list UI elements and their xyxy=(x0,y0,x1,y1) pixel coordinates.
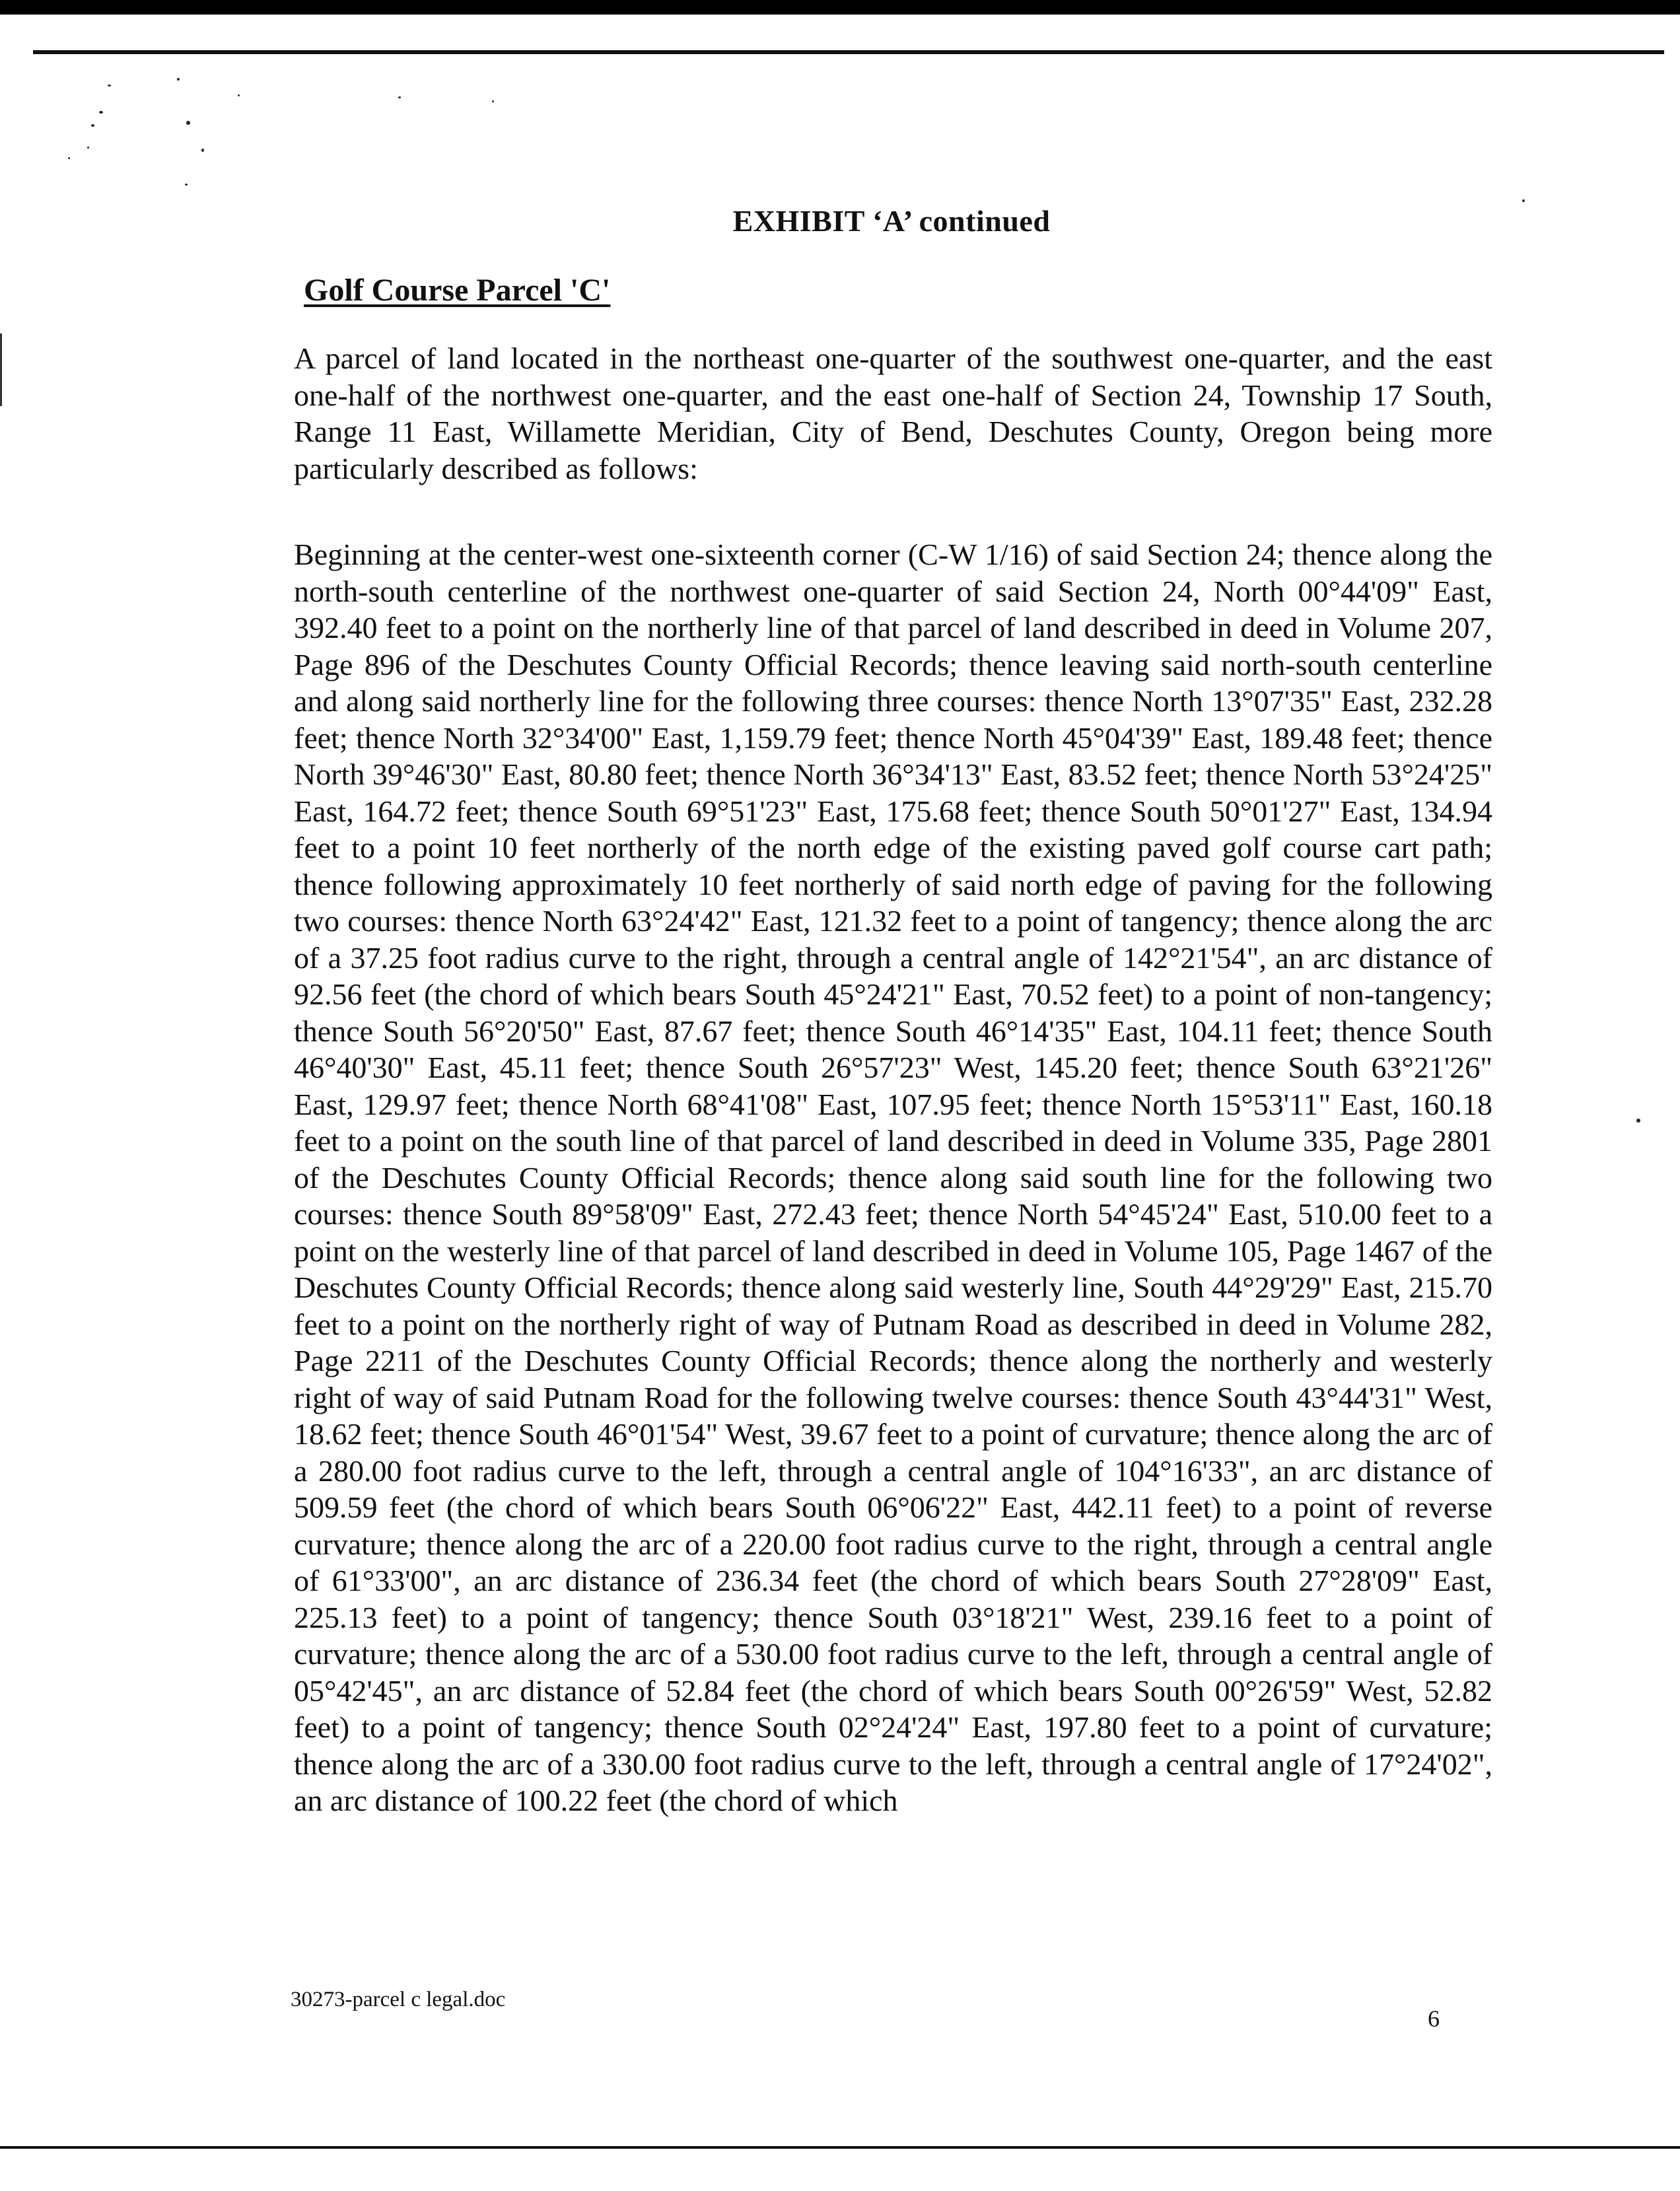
footer-filename: 30273-parcel c legal.doc xyxy=(291,1988,506,2011)
scan-top-border xyxy=(0,0,1680,15)
exhibit-title: EXHIBIT ‘A’ continued xyxy=(732,204,1051,238)
intro-paragraph: A parcel of land located in the northeast one-quarter of the southwest one-quarter, and the east one-half of the northwest one-quarter, and the east one-half of Section 24, Township 17 South, Range 11 East, Willamette Meridian, City of Bend, Deschutes County, Oregon being more particularly described as follows: xyxy=(294,341,1492,485)
header-rule xyxy=(33,50,1664,54)
page-number: 6 xyxy=(1428,2005,1440,2032)
footer-rule xyxy=(0,2146,1680,2149)
legal-description-paragraph: Beginning at the center-west one-sixteenth corner (C-W 1/16) of said Section 24; thence along the north-south centerline of the northwest one-quarter of said Section 24, North 00°44'09" East, 392.40 feet to a point on the northerly line of that parcel of land described in deed in Volume 207, Page 896 of the Deschutes County Official Records; thence leaving said north-south centerline and along said northerly line for the following three courses: thence North 13°07'35" East, 232.28 feet; thence North 32°34'00" East, 1,159.79 feet; thence North 45°04'39" East, 189.48 feet; thence North 39°46'30" East, 80.80 feet; thence North 36°34'13" East, 83.52 feet; thence North 53°24'25" East, 164.72 feet; thence South 69°51'23" East, 175.68 feet; thence South 50°01'27" East, 134.94 feet to a point 10 feet northerly of the north edge of the existing paved golf course cart path; thence following approximately 10 feet northerly of said north edge of paving for the following two courses: thence North 63°24'42" East, 121.32 feet to a point of tangency; thence along the arc of a 37.25 foot radius curve to the right, through a central angle of 142°21'54", an arc distance of 92.56 feet (the chord of which bears South 45°24'21" East, 70.52 feet) to a point of non-tangency; thence South 56°20'50" East, 87.67 feet; thence South 46°14'35" East, 104.11 feet; thence South 46°40'30" East, 45.11 feet; thence South 26°57'23" West, 145.20 feet; thence South 63°21'26" East, 129.97 feet; thence North 68°41'08" East, 107.95 feet; thence North 15°53'11" East, 160.18 feet to a point on the south line of that parcel of land described in deed in Volume 335, Page 2801 of the Deschutes County Official Records; thence along said south line for the following two courses: thence South 89°58'09" East, 272.43 feet; thence North 54°45'24" East, 510.00 feet to a point on the westerly line of that parcel of land described in deed in Volume 105, Page 1467 of the Deschutes County Official Records; thence along said westerly line, South 44°29'29" East, 215.70 feet to a point on the northerly right of way of Putnam Road as described in deed in Volume 282, Page 2211 of the Deschutes County Official Records; thence along the northerly and westerly right of way of said Putnam Road for the following twelve courses: thence South 43°44'31" West, 18.62 feet; thence South 46°01'54" West, 39.67 feet to a point of curvature; thence along the arc of a 280.00 foot radius curve to the left, through a central angle of 104°16'33", an arc distance of 509.59 feet (the chord of which bears South 06°06'22" East, 442.11 feet) to a point of reverse curvature; thence along the arc of a 220.00 foot radius curve to the right, through a central angle of 61°33'00", an arc distance of 236.34 feet (the chord of which bears South 27°28'09" East, 225.13 feet) to a point of tangency; thence South 03°18'21" West, 239.16 feet to a point of curvature; thence along the arc of a 530.00 foot radius curve to the left, through a central angle of 05°42'45", an arc distance of 52.84 feet (the chord of which bears South 00°26'59" West, 52.82 feet) to a point of tangency; thence South 02°24'24" East, 197.80 feet to a point of curvature; thence along the arc of a 330.00 foot radius curve to the left, through a central angle of 17°24'02", an arc distance of 100.22 feet (the chord of which xyxy=(294,538,1492,1817)
parcel-heading: Golf Course Parcel 'C' xyxy=(304,273,611,308)
scan-edge-mark xyxy=(0,333,2,406)
